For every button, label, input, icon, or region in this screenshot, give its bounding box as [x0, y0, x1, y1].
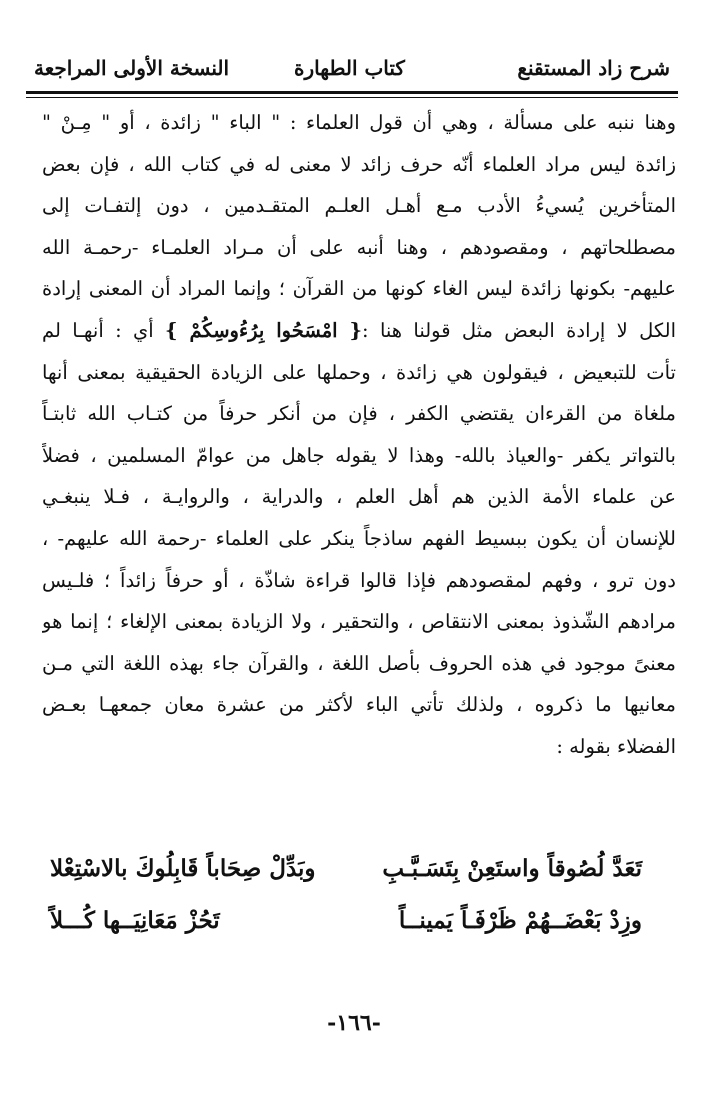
- text-line: مصطلحاتهم ، ومقصودهم ، وهنا أنبه على أن مـراد العلمـاء -رحمـة الله: [42, 235, 676, 259]
- text-line: بالتواتر يكفر -والعياذ بالله- وهذا لا يقوله جاهل من عوامّ المسلمين ، فضلاً: [42, 443, 676, 467]
- header-edition: النسخة الأولى المراجعة: [34, 56, 230, 80]
- poem-first-hemistich: وزِدْ بَعْضَــهُمْ ظَرْفَـاً يَمينــاً: [398, 907, 642, 934]
- page-number: -١٦٦-: [327, 1010, 381, 1036]
- text-line: زائدة ليس مراد العلماء أنّه حرف زائد لا معنى له في كتاب الله ، فإن بعض: [42, 152, 676, 176]
- text-line: مرادهم الشّذوذ بمعنى الانتقاص ، والتحقير ، ولا الزيادة بمعنى الإلغاء ؛ إنما هو: [42, 610, 676, 634]
- poem-first-hemistich: تَعَدَّ لُصُوقاً واستَعِنْ بِتَسَـبَّـبِ: [382, 855, 642, 882]
- line-text-after-verse: أي : أنهـا لم: [42, 318, 154, 342]
- header-chapter: كتاب الطهارة: [294, 56, 405, 80]
- text-line: وهنا ننبه على مسألة ، وهي أن قول العلماء : " الباء " زائدة ، أو " مِـنْ ": [42, 111, 676, 134]
- poem-verse-2: [50, 907, 642, 959]
- text-line: عليهم- بكونها زائدة ليس الغاء كونها من القرآن ؛ وإنما المراد أن المعنى إرادة: [42, 277, 676, 301]
- text-line: تأت للتبعيض ، فيقولون هي زائدة ، وحملها على الزيادة الحقيقية بمعنى أنها: [42, 360, 676, 384]
- text-line: للإنسان أن يكون ببسيط الفهم ساذجاً ينكر على العلماء -رحمة الله عليهم- ،: [42, 526, 676, 550]
- header-book-title: شرح زاد المستقنع: [517, 56, 670, 80]
- header-rule-thin: [26, 97, 678, 98]
- text-line: المتأخرين يُسيءُ الأدب مـع أهـل العلـم المتقـدمين ، دون إلتفـات إلى: [42, 194, 676, 218]
- text-line-last: الفضلاء بقوله :: [556, 734, 676, 758]
- text-line: معنىً موجود في هذه الحروف بأصل اللغة ، والقرآن جاء بهذه اللغة التي مـن: [42, 651, 676, 675]
- text-line: معانيها ما ذكروه ، ولذلك تأتي الباء لأكثر من عشرة معان جمعهـا بعـض: [42, 693, 676, 717]
- running-header: [26, 52, 678, 86]
- poem: [50, 855, 642, 965]
- line-text-before-verse: الكل لا إرادة البعض مثل قولنا هنا :: [362, 318, 676, 342]
- text-line: ملغاة من القرءان يقتضي الكفر ، فإن من أنكر حرفاً من كتـاب الله ثابتـاً: [42, 402, 676, 426]
- text-line: عن علماء الأمة الذين هم أهل العلم ، والدراية ، والروايـة ، فـلا ينبغـي: [42, 485, 676, 509]
- poem-second-hemistich: تَحُزْ مَعَانِيَــها كُـــلاً: [50, 907, 220, 934]
- body-text: [42, 102, 676, 768]
- text-line: [42, 310, 676, 352]
- poem-second-hemistich: وبَدِّلْ صِحَاباً قَابِلُوكَ بالاسْتِعْلا: [50, 855, 316, 882]
- header-rule-thick: [26, 91, 678, 94]
- quran-verse: { امْسَحُوا بِرُءُوسِكُمْ }: [165, 318, 363, 342]
- poem-verse-1: [50, 855, 642, 907]
- text-line: دون ترو ، وفهم لمقصودهم فإذا قالوا قراءة شاذّة ، أو حرفاً زائداً ؛ فلـيس: [42, 568, 676, 592]
